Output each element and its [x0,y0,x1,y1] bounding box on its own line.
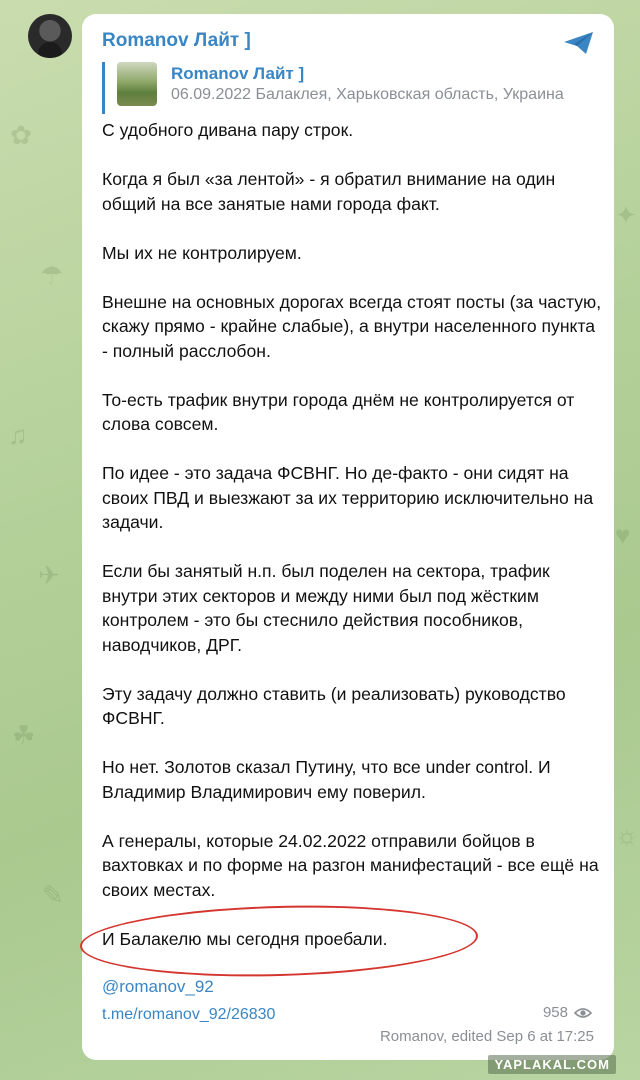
eye-icon [574,1007,592,1019]
wallpaper-doodle: ✎ [42,880,64,910]
share-icon[interactable] [562,30,596,56]
views-counter [543,1004,592,1021]
wallpaper-doodle: ♥ [615,520,631,550]
message-paragraph: С удобного дивана пару строк. [102,120,354,140]
message-footer: Romanov, edited Sep 6 at 17:25 [379,1028,594,1045]
channel-name[interactable]: Romanov Лайт ] [102,30,251,51]
forwarded-thumbnail [117,62,157,106]
forwarded-meta: 06.09.2022 Балаклея, Харьковская область, Украина [171,86,564,103]
wallpaper-doodle: ✈ [38,560,60,590]
wallpaper-doodle: ♫ [8,420,28,450]
avatar[interactable] [28,14,72,58]
message-text [102,118,602,976]
wallpaper-doodle: ☂ [40,260,64,290]
message-paragraph: То-есть трафик внутри города днём не контролируется от слова совсем. [102,389,575,434]
message-bubble [82,14,614,1060]
message-paragraph: Если бы занятый н.п. был поделен на сектора, трафик внутри этих секторов и между ними был под жёстким контролем - это бы стеснило действия пособников, наводчиков, ДРГ. [102,561,550,655]
message-paragraph: Мы их не контролируем. [102,242,302,263]
message-paragraph: А генералы, которые 24.02.2022 отправили бойцов в вахтовках и по форме на разгон манифестаций - все ещё на своих местах. [102,830,599,900]
wallpaper-doodle: ☘ [12,720,36,750]
post-link[interactable]: t.me/romanov_92/26830 [102,1006,276,1023]
wallpaper-doodle: ✿ [10,120,32,150]
message-paragraph: По идее - это задача ФСВНГ. Но де-факто - они сидят на своих ПВД и выезжают за их территорию исключительно на задачи. [102,463,594,532]
forwarded-channel-name[interactable]: Romanov Лайт ] [171,64,305,83]
watermark: YAPLAKAL.COM [488,1055,616,1074]
message-paragraph: Внешне на основных дорогах всегда стоят посты (за частую, скажу прямо - крайне слабые), а внутри населенного пункта - полный расслобон. [102,291,602,361]
message-paragraph: Но нет. Золотов сказал Путину, что все under control. И Владимир Владимирович ему поверил. [102,757,551,802]
message-paragraph: И Балакелю мы сегодня проебали. [102,928,388,949]
message-paragraph: Когда я был «за лентой» - я обратил внимание на один общий на все занятые нами города факт. [102,169,556,214]
wallpaper-doodle: ✦ [615,200,637,230]
mention-link[interactable]: @romanov_92 [102,977,214,996]
forwarded-block[interactable] [102,62,592,114]
message-paragraph: Эту задачу должно ставить (и реализовать) руководство ФСВНГ. [102,683,566,728]
views-count: 958 [542,1004,568,1021]
wallpaper-doodle: ☼ [615,820,639,850]
